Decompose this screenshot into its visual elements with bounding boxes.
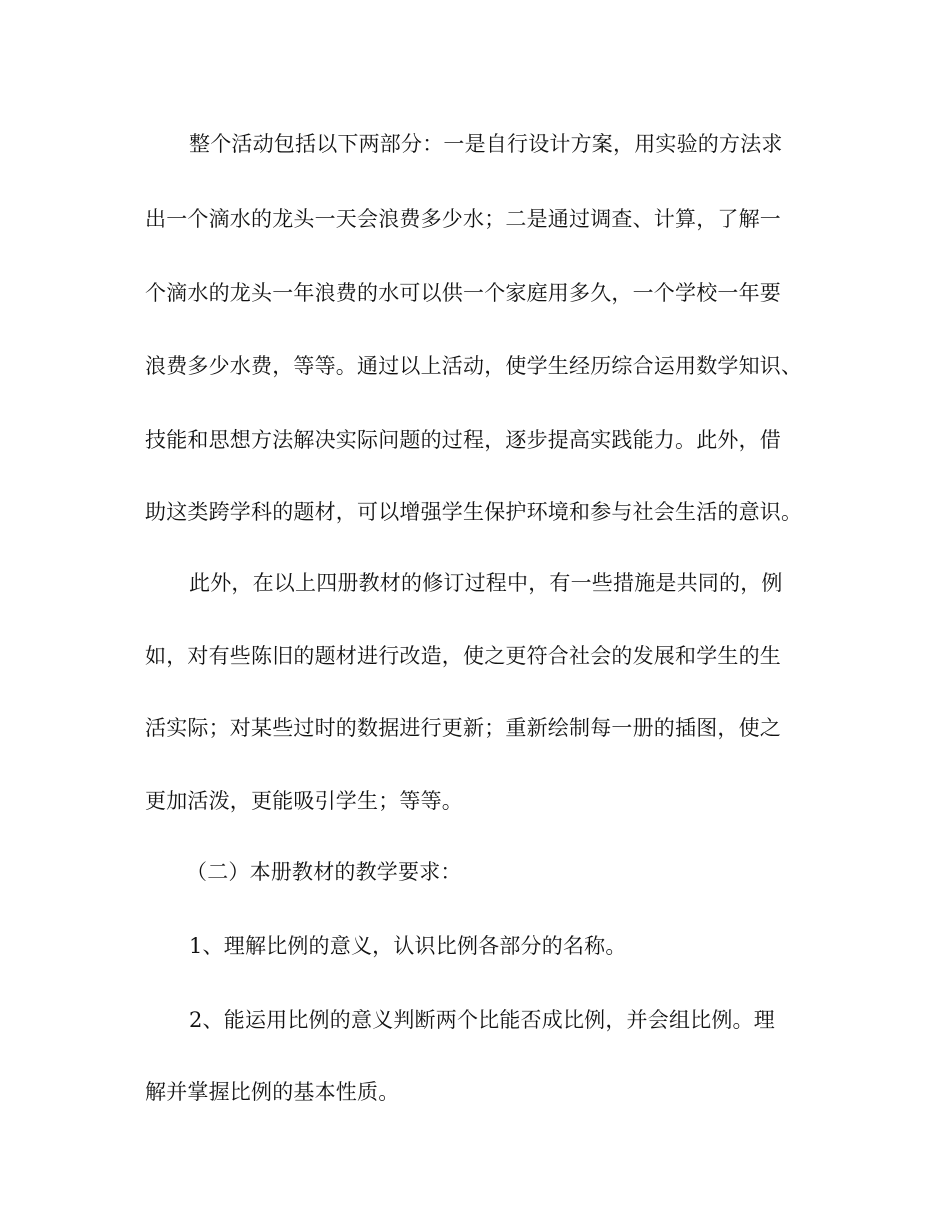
paragraph-1-line-2: 出一个滴水的龙头一天会浪费多少水；二是通过调查、计算，了解一 (145, 207, 781, 231)
requirement-2-line-2: 解并掌握比例的基本性质。 (145, 1080, 400, 1104)
requirement-2-line-1: 2、能运用比例的意义判断两个比能否成比例，并会组比例。理 (189, 1008, 775, 1032)
paragraph-2-line-3: 活实际；对某些过时的数据进行更新；重新绘制每一册的插图，使之 (145, 716, 781, 740)
paragraph-1-line-6: 助这类跨学科的题材，可以增强学生保护环境和参与社会生活的意识。 (145, 500, 803, 524)
paragraph-2-line-2: 如，对有些陈旧的题材进行改造，使之更符合社会的发展和学生的生 (145, 644, 781, 668)
paragraph-1-line-3: 个滴水的龙头一年浪费的水可以供一个家庭用多久，一个学校一年要 (145, 281, 781, 305)
paragraph-2-line-4: 更加活泼，更能吸引学生；等等。 (145, 789, 463, 813)
paragraph-1-line-5: 技能和思想方法解决实际问题的过程，逐步提高实践能力。此外，借 (145, 428, 781, 452)
requirement-1: 1、理解比例的意义，认识比例各部分的名称。 (189, 934, 627, 958)
section-heading: （二）本册教材的教学要求： (186, 860, 462, 884)
paragraph-2-line-1: 此外，在以上四册教材的修订过程中，有一些措施是共同的，例 (189, 571, 783, 595)
paragraph-1-line-4: 浪费多少水费，等等。通过以上活动，使学生经历综合运用数学知识、 (145, 354, 803, 378)
paragraph-1-line-1: 整个活动包括以下两部分：一是自行设计方案，用实验的方法求 (189, 132, 783, 156)
